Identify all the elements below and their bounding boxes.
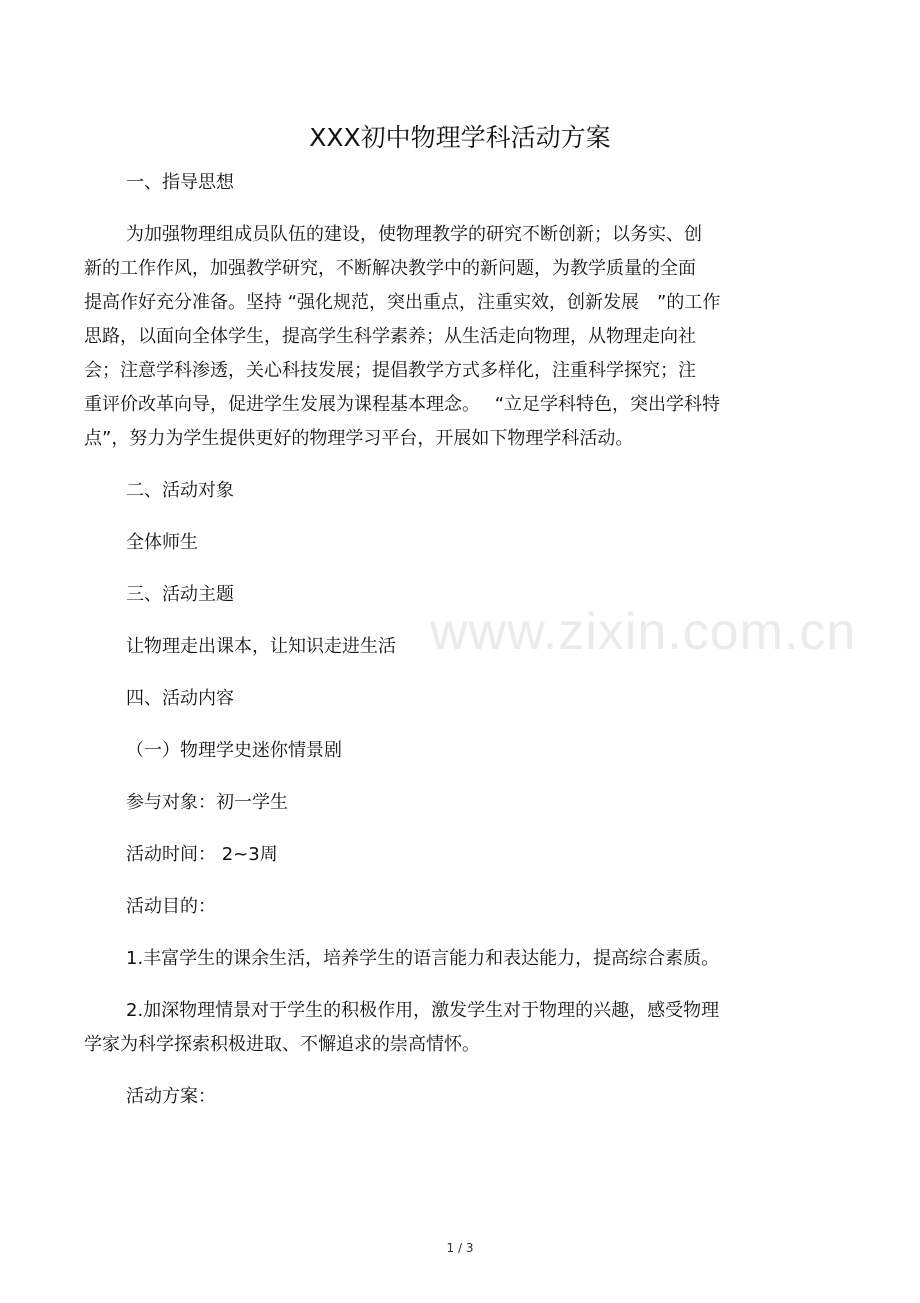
- paragraph-line: 活动时间： 2~3周: [126, 844, 278, 865]
- paragraph-line: 学家为科学探索积极进取、不懈追求的崇高情怀。: [84, 1034, 480, 1055]
- paragraph-line: 参与对象：初一学生: [126, 792, 288, 813]
- section-heading-activity-theme: 三、活动主题: [126, 584, 234, 605]
- paragraph-line: 思路，以面向全体学生，提高学生科学素养；从生活走向物理，从物理走向社: [84, 326, 696, 347]
- subsection-heading: （一）物理学史迷你情景剧: [126, 740, 342, 761]
- paragraph-line: 活动目的：: [126, 896, 216, 917]
- page-number: 1 / 3: [446, 1241, 474, 1255]
- paragraph-line: 点”，努力为学生提供更好的物理学习平台，开展如下物理学科活动。: [84, 428, 634, 449]
- section-heading-activity-content: 四、活动内容: [126, 688, 234, 709]
- document-title: XXX初中物理学科活动方案: [309, 123, 611, 152]
- paragraph-line: 重评价改革向导，促进学生发展为课程基本理念。 “立足学科特色，突出学科特: [84, 394, 721, 415]
- section-heading-guiding-ideology: 一、指导思想: [126, 172, 234, 193]
- paragraph-line: 为加强物理组成员队伍的建设，使物理教学的研究不断创新；以务实、创: [126, 224, 702, 245]
- paragraph-line: 新的工作作风，加强教学研究，不断解决教学中的新问题，为教学质量的全面: [84, 258, 696, 279]
- paragraph-line: 提高作好充分准备。坚持 “强化规范，突出重点，注重实效，创新发展 ”的工作: [84, 292, 721, 313]
- section-heading-activity-target: 二、活动对象: [126, 480, 234, 501]
- list-item: 1.丰富学生的课余生活，培养学生的语言能力和表达能力，提高综合素质。: [126, 948, 720, 969]
- paragraph-line: 全体师生: [126, 532, 198, 553]
- list-item: 2.加深物理情景对于学生的积极作用，激发学生对于物理的兴趣，感受物理: [126, 1000, 720, 1021]
- paragraph-line: 会；注意学科渗透，关心科技发展；提倡教学方式多样化，注重科学探究；注: [84, 360, 696, 381]
- paragraph-line: 让物理走出课本，让知识走进生活: [126, 636, 396, 657]
- paragraph-line: 活动方案：: [126, 1086, 216, 1107]
- watermark: www.zixin.com.cn: [430, 603, 857, 661]
